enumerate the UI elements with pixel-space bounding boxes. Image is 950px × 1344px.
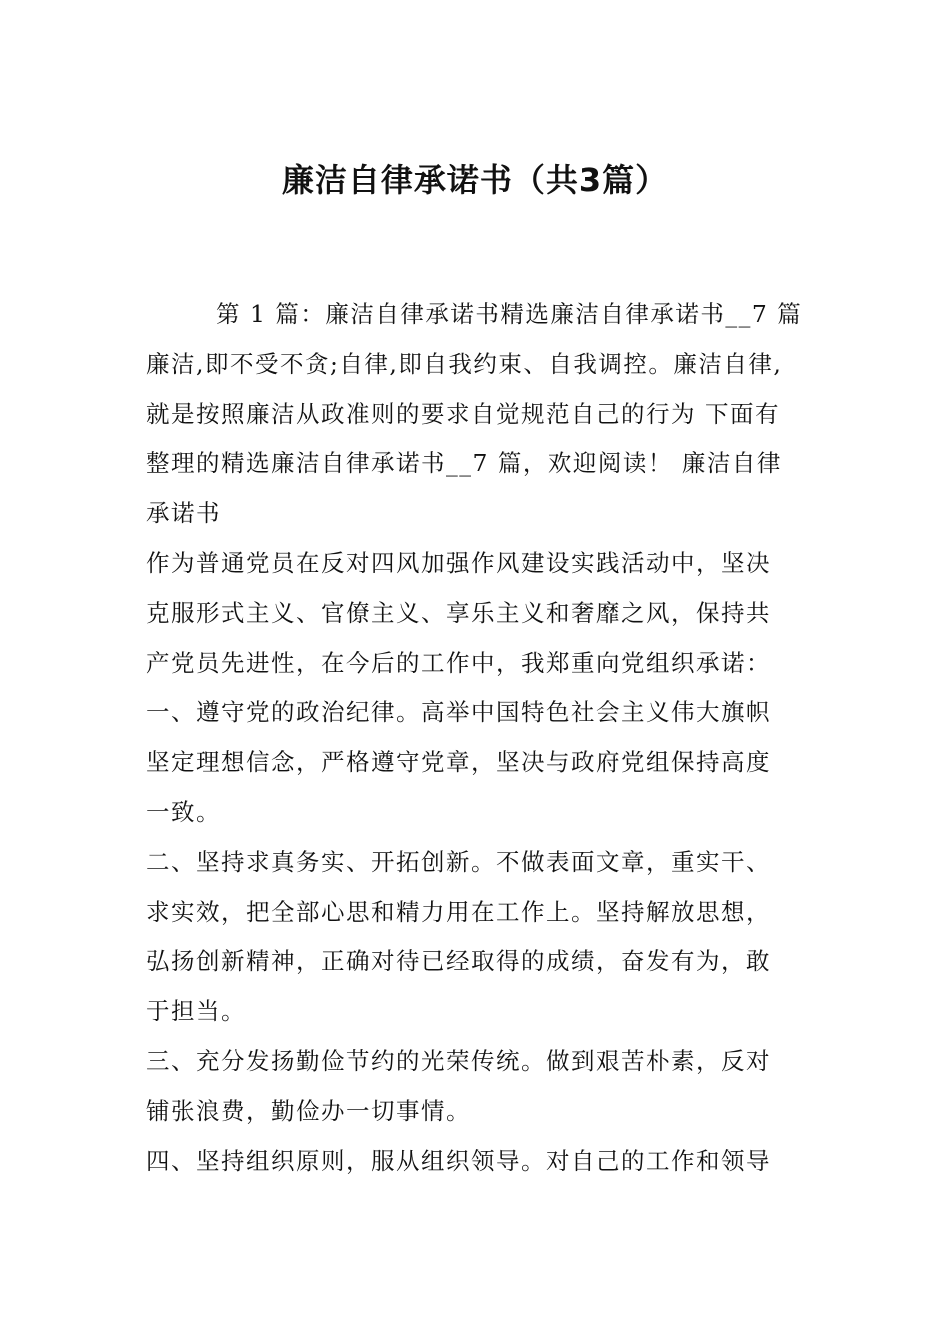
document-body — [146, 290, 812, 1186]
paragraph-line: 作为普通党员在反对四风加强作风建设实践活动中，坚决 — [146, 548, 771, 577]
paragraph-line: 二、坚持求真务实、开拓创新。不做表面文章，重实干、 — [146, 847, 771, 876]
paragraph-line: 坚定理想信念，严格遵守党章，坚决与政府党组保持高度 — [146, 748, 771, 777]
paragraph-line: 产党员先进性，在今后的工作中，我郑重向党组织承诺： — [146, 648, 771, 677]
paragraph-line: 一、遵守党的政治纪律。高举中国特色社会主义伟大旗帜 — [146, 698, 771, 727]
paragraph-line: 弘扬创新精神，正确对待已经取得的成绩，奋发有为，敢 — [146, 947, 771, 976]
paragraph-line: 廉洁,即不受不贪;自律,即自我约束、自我调控。廉洁自律, — [146, 349, 783, 378]
paragraph-line: 求实效，把全部心思和精力用在工作上。坚持解放思想， — [146, 897, 771, 926]
paragraph-line: 四、坚持组织原则，服从组织领导。对自己的工作和领导 — [146, 1146, 771, 1175]
document-title: 廉洁自律承诺书（共3篇） — [281, 161, 669, 199]
paragraph-line: 一致。 — [146, 797, 221, 826]
paragraph-line: 就是按照廉洁从政准则的要求自觉规范自己的行为 下面有 — [146, 399, 780, 428]
paragraph-line: 整理的精选廉洁自律承诺书__7 篇，欢迎阅读！ 廉洁自律 — [146, 449, 782, 478]
paragraph-line: 承诺书 — [146, 499, 221, 528]
paragraph-line: 三、充分发扬勤俭节约的光荣传统。做到艰苦朴素，反对 — [146, 1046, 771, 1075]
paragraph-line: 铺张浪费，勤俭办一切事情。 — [146, 1096, 471, 1125]
paragraph-line: 克服形式主义、官僚主义、享乐主义和奢靡之风，保持共 — [146, 598, 771, 627]
chapter-heading-line: 第 1 篇：廉洁自律承诺书精选廉洁自律承诺书__7 篇 — [216, 300, 803, 328]
paragraph-line: 于担当。 — [146, 997, 246, 1026]
